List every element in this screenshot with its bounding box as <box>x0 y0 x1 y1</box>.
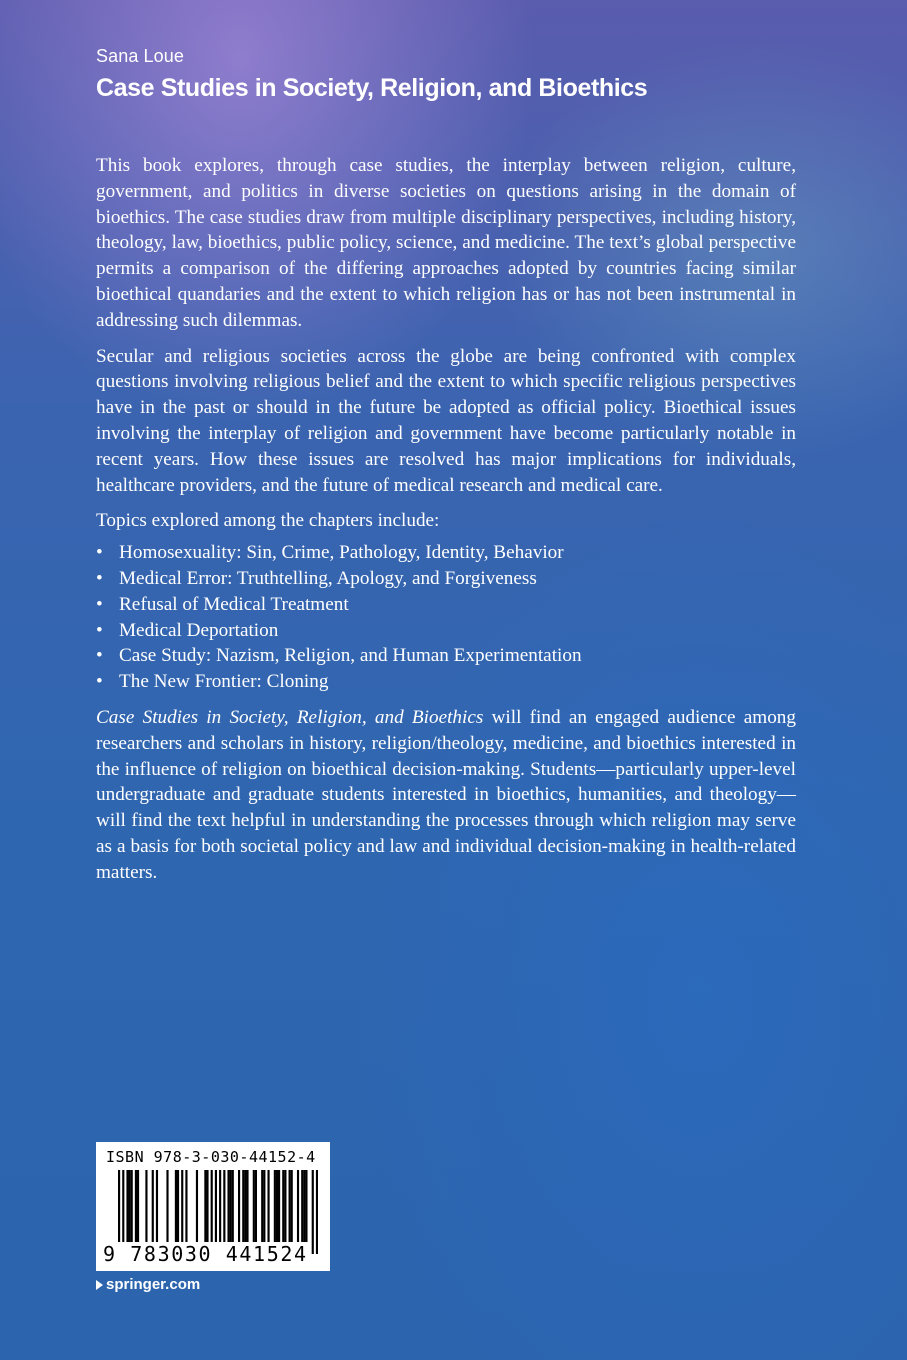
barcode-bar <box>253 1170 255 1242</box>
list-item: • The New Frontier: Cloning <box>96 669 796 695</box>
bullet-icon: • <box>96 671 103 693</box>
barcode-bar <box>135 1170 137 1242</box>
barcode-bar <box>246 1170 248 1242</box>
barcode-bar <box>129 1170 131 1242</box>
barcode-bar <box>301 1170 303 1242</box>
barcode-bar <box>242 1170 244 1242</box>
arrow-right-icon <box>96 1280 103 1290</box>
barcode-bar <box>223 1170 225 1242</box>
barcode-bar <box>126 1170 128 1242</box>
barcode-bar <box>206 1170 208 1242</box>
barcode-bar <box>137 1170 139 1242</box>
list-item: • Refusal of Medical Treatment <box>96 592 796 618</box>
barcode-bar <box>278 1170 280 1242</box>
barcode-bar <box>291 1170 293 1242</box>
bullet-icon: • <box>96 567 103 589</box>
publisher-url: springer.com <box>106 1276 201 1293</box>
barcode-bar <box>255 1170 257 1242</box>
barcode-bar <box>152 1170 154 1242</box>
paragraph-2: Secular and religious societies across the globe are being confronted with complex questions involving religious belief and the extent to which specific religious perspectives have in the past or should in the future be adopted as official policy. Bioethical issues involving the interplay of religion and government have become particularly notable in recent years. How these issues are resolved has major implications for individuals, healthcare providers, and the future of medical research and medical care. <box>96 345 796 496</box>
author-name: Sana Loue <box>96 46 184 66</box>
barcode-bar <box>175 1170 177 1242</box>
barcode-bar <box>312 1170 314 1254</box>
barcode-bar <box>131 1170 133 1242</box>
barcode-bar <box>284 1170 286 1242</box>
barcode-bar <box>230 1170 232 1242</box>
publisher-link[interactable] <box>96 1276 200 1293</box>
barcode-bar <box>267 1170 269 1242</box>
topics-intro: Topics explored among the chapters include: <box>96 510 440 532</box>
closing-text: will find an engaged audience among researchers and scholars in history, religion/theology, medicine, and bioethics interested in the influence of religion on bioethical decision-making. Students—particularly upper-level undergraduate and graduate students interested in bioethics, humanities, and theology—will find the text helpful in understanding the processes through which religion may serve as a basis for both societal policy and law and individual decision-making in health-related matters. <box>96 706 796 883</box>
barcode-bar <box>196 1170 198 1242</box>
barcode-bar <box>166 1170 168 1242</box>
barcode-box <box>96 1142 330 1271</box>
barcode-bar <box>244 1170 246 1242</box>
list-item: • Case Study: Nazism, Religion, and Human Experimentation <box>96 643 796 669</box>
barcode-bar <box>282 1170 284 1242</box>
list-item: • Medical Deportation <box>96 618 796 644</box>
barcode-bar <box>238 1170 240 1242</box>
isbn-label: ISBN 978-3-030-44152-4 <box>106 1148 316 1166</box>
closing-paragraph <box>96 705 796 886</box>
paragraph-1: This book explores, through case studies, the interplay between religion, culture, government, and politics in diverse societies on questions arising in the domain of bioethics. The case studies draw from multiple disciplinary perspectives, including history, theology, law, bioethics, public policy, science, and medicine. The text’s global perspective permits a comparison of the differing approaches adopted by countries facing similar bioethical quandaries and the extent to which religion has or has not been instrumental in addressing such dilemmas. <box>96 155 796 331</box>
barcode-bar <box>156 1170 158 1242</box>
barcode-bar <box>261 1170 263 1242</box>
topics-list <box>96 540 796 695</box>
barcode-bar <box>276 1170 278 1242</box>
barcode-bar <box>297 1170 299 1242</box>
barcode-bar <box>185 1170 187 1242</box>
barcode-bar <box>227 1170 229 1242</box>
barcode-bar <box>316 1170 318 1254</box>
barcode-bar <box>181 1170 183 1242</box>
bullet-icon: • <box>96 593 103 615</box>
barcode-bar <box>305 1170 307 1242</box>
barcode-bar <box>274 1170 276 1242</box>
barcode-bar <box>289 1170 291 1242</box>
barcode-bar <box>263 1170 265 1242</box>
barcode-digits: 9 783030 441524 <box>103 1242 308 1266</box>
closing-book-title: Case Studies in Society, Religion, and Bioethics <box>96 706 484 728</box>
blurb <box>96 153 796 896</box>
book-title: Case Studies in Society, Religion, and Bioethics <box>96 74 648 102</box>
barcode-bar <box>177 1170 179 1242</box>
list-item: • Medical Error: Truthtelling, Apology, and Forgiveness <box>96 566 796 592</box>
bullet-icon: • <box>96 619 103 641</box>
barcode-bar <box>204 1170 206 1242</box>
barcode-bar <box>211 1170 213 1242</box>
barcode-bar <box>232 1170 234 1242</box>
list-item: • Homosexuality: Sin, Crime, Pathology, Identity, Behavior <box>96 540 796 566</box>
barcode-bar <box>145 1170 147 1242</box>
bullet-icon: • <box>96 645 103 667</box>
barcode-bar <box>303 1170 305 1242</box>
bullet-icon: • <box>96 542 103 564</box>
